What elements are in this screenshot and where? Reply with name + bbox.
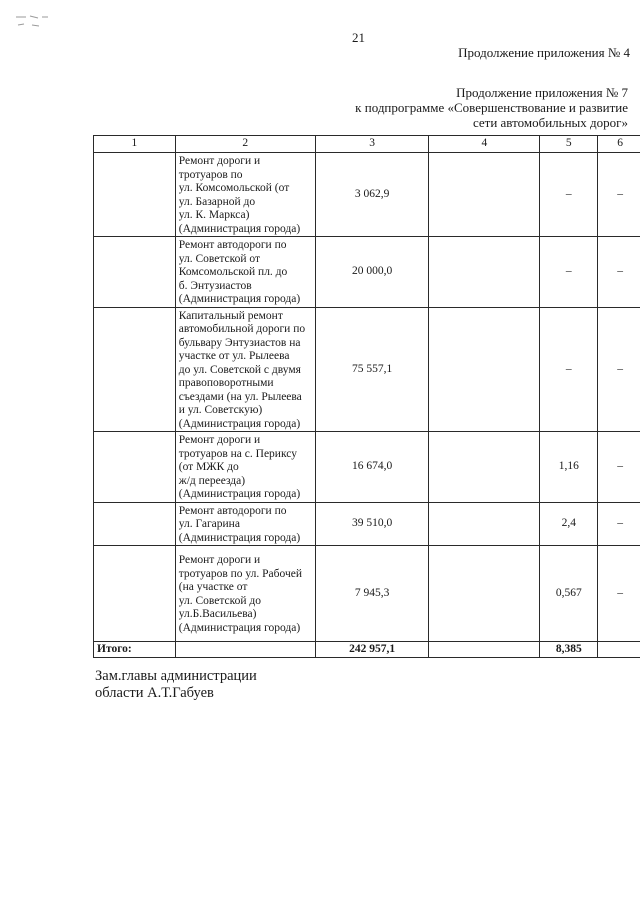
table-cell: – <box>598 432 640 503</box>
table-cell: – <box>598 237 640 308</box>
table-cell <box>94 307 176 432</box>
table-row <box>94 307 640 432</box>
table-cell <box>429 307 540 432</box>
appendix-4-continuation: Продолжение приложения № 4 <box>458 45 630 60</box>
work-description-line: съездами (на ул. Рылеева <box>178 390 302 403</box>
signature-block <box>95 668 257 702</box>
work-description-line: тротуаров на с. Периксу <box>178 447 297 460</box>
work-description-line: (Администрация города) <box>178 222 301 235</box>
length-cell: 2,4 <box>540 502 598 546</box>
work-description-line: ул. Гагарина <box>178 518 240 530</box>
appendix-7-subprogram: к подпрограмме «Совершенствование и развитие <box>355 100 628 115</box>
work-description-line: правоповоротными <box>178 377 274 389</box>
work-description-cell <box>175 546 315 642</box>
work-description-line: Ремонт дороги и <box>178 554 261 566</box>
work-description-line: Комсомольской пл. до <box>178 266 288 278</box>
length-cell: 0,567 <box>540 546 598 642</box>
table-row <box>94 153 640 237</box>
work-description-line: (Администрация города) <box>178 293 301 305</box>
table-cell <box>94 502 176 546</box>
work-description-cell <box>175 432 315 503</box>
table-row <box>94 432 640 503</box>
length-cell: – <box>540 307 598 432</box>
work-description-line: ул. К. Маркса) <box>178 209 250 221</box>
work-description-cell <box>175 502 315 546</box>
length-cell: – <box>540 153 598 237</box>
total-row <box>94 642 640 658</box>
signature-name: области А.Т.Габуев <box>95 685 214 701</box>
table-cell: – <box>598 546 640 642</box>
table-cell: – <box>598 502 640 546</box>
work-description-cell <box>175 307 315 432</box>
column-header: 5 <box>540 136 598 153</box>
appendix-7-header <box>355 85 628 130</box>
table-cell <box>429 153 540 237</box>
appendix-7-title: Продолжение приложения № 7 <box>456 85 628 100</box>
work-description-line: ул.Б.Васильева) <box>178 608 257 620</box>
table-cell: – <box>598 153 640 237</box>
total-value-col3: 242 957,1 <box>315 642 428 658</box>
table-row <box>94 546 640 642</box>
table-cell <box>429 642 540 658</box>
work-description-line: Ремонт дороги и <box>178 155 261 167</box>
table-cell <box>175 642 315 658</box>
work-description-line: Ремонт автодороги по <box>178 504 287 517</box>
column-header: 3 <box>315 136 428 153</box>
table-cell <box>94 432 176 503</box>
work-description-line: тротуаров по ул. Рабочей <box>178 567 303 580</box>
work-description-line: б. Энтузиастов <box>178 279 252 292</box>
signature-position: Зам.главы администрации <box>95 668 257 684</box>
work-description-line: участке от ул. Рылеева <box>178 350 290 362</box>
work-description-line: до ул. Советской с двумя <box>178 363 301 376</box>
work-description-line: Ремонт автодороги по <box>178 239 287 251</box>
table-header-row <box>94 136 640 153</box>
work-description-line: Капитальный ремонт <box>178 309 283 322</box>
table-cell <box>429 237 540 308</box>
table-cell <box>94 237 176 308</box>
work-description-line: ул. Советской до <box>178 594 262 607</box>
work-description-line: (Администрация города) <box>178 417 301 430</box>
length-cell: 1,16 <box>540 432 598 503</box>
work-description-line: (на участке от <box>178 581 248 593</box>
work-description-line: автомобильной дороги по <box>178 323 306 335</box>
work-description-line: тротуаров по <box>178 168 243 181</box>
page-number: 21 <box>352 30 365 45</box>
work-description-line: (Администрация города) <box>178 488 301 500</box>
work-description-line: и ул. Советскую) <box>178 404 263 416</box>
column-header: 2 <box>175 136 315 153</box>
table-row <box>94 237 640 308</box>
amount-cell: 3 062,9 <box>315 153 428 237</box>
work-description-line: ж/д переезда) <box>178 474 246 487</box>
work-description-line: (Администрация города) <box>178 621 301 634</box>
length-cell: – <box>540 237 598 308</box>
table-cell: – <box>598 307 640 432</box>
total-value-col5: 8,385 <box>540 642 598 658</box>
work-description-line: ул. Советской от <box>178 252 261 265</box>
scan-artifact <box>8 5 88 35</box>
amount-cell: 7 945,3 <box>315 546 428 642</box>
column-header: 1 <box>94 136 176 153</box>
table-cell <box>94 546 176 642</box>
column-header: 6 <box>598 136 640 153</box>
road-repair-table <box>93 135 640 658</box>
table-cell <box>429 546 540 642</box>
work-description-line: ул. Комсомольской (от <box>178 182 290 194</box>
table-cell <box>429 432 540 503</box>
work-description-cell <box>175 153 315 237</box>
work-description-line: Ремонт дороги и <box>178 434 261 446</box>
amount-cell: 75 557,1 <box>315 307 428 432</box>
work-description-line: (от МЖК до <box>178 461 239 473</box>
column-header: 4 <box>429 136 540 153</box>
work-description-line: ул. Базарной до <box>178 195 256 208</box>
appendix-7-subprogram-cont: сети автомобильных дорог» <box>472 115 628 130</box>
amount-cell: 20 000,0 <box>315 237 428 308</box>
table-cell <box>429 502 540 546</box>
table-cell <box>94 153 176 237</box>
work-description-cell <box>175 237 315 308</box>
amount-cell: 39 510,0 <box>315 502 428 546</box>
amount-cell: 16 674,0 <box>315 432 428 503</box>
work-description-line: (Администрация города) <box>178 531 301 544</box>
table-row <box>94 502 640 546</box>
table-cell <box>598 642 640 658</box>
work-description-line: бульвару Энтузиастов на <box>178 336 301 349</box>
total-label: Итого: <box>94 642 176 658</box>
